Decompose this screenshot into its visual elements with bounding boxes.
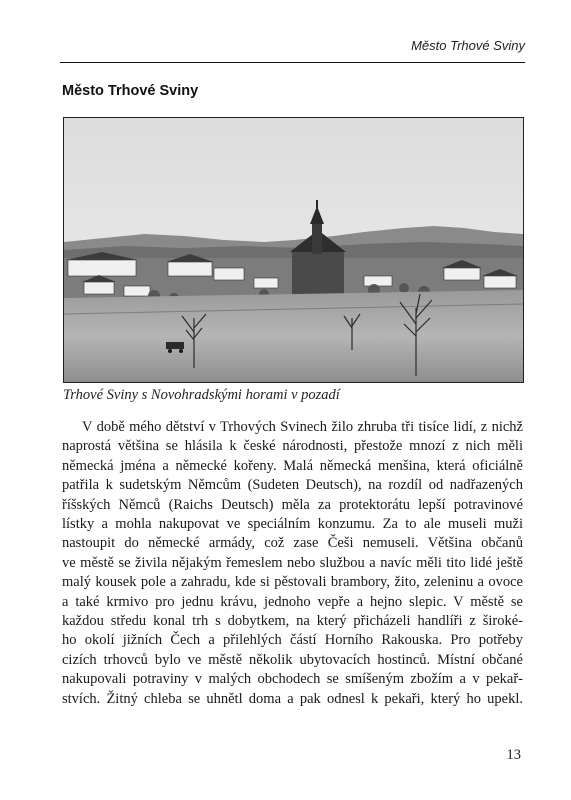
body-line: naprostá většina se hlásila k české národnosti, přestože mnozí z nich měli bbox=[62, 438, 523, 455]
running-head: Město Trhové Sviny bbox=[411, 38, 525, 53]
body-line: malý kousek pole a zahradu, kde si pěstovali brambory, žito, zeleninu a ovoce bbox=[62, 574, 523, 591]
body-line: cizích trhovců bylo ve městě několik ubytovacích hostinců. Místní občané bbox=[62, 651, 523, 668]
body-paragraph bbox=[62, 418, 523, 709]
section-title: Město Trhové Sviny bbox=[62, 83, 199, 99]
body-line: a také krmivo pro jednu krávu, jednoho vepře a hejno slepic. V městě se bbox=[62, 593, 523, 610]
header-rule bbox=[60, 62, 525, 63]
town-landscape-photo bbox=[64, 118, 523, 382]
body-line: každou středu konal trh s dobytkem, na který přicházeli handlíři z široké- bbox=[62, 613, 523, 630]
page-number: 13 bbox=[506, 747, 521, 763]
photo-caption: Trhové Sviny s Novohradskými horami v pozadí bbox=[63, 387, 340, 403]
body-line: německá jména a německé kořeny. Malá německá menšina, která oficiálně bbox=[62, 457, 523, 474]
body-line: ho okolí jižních Čech a přilehlých částí Horního Rakouska. Pro potřeby bbox=[62, 632, 523, 649]
body-line: patřila k sudetským Němcům (Sudeten Deutsch), na rozdíl od nadřazených bbox=[62, 477, 523, 494]
body-line: nakupovali potraviny v malých obchodech se smíšeným zbožím a v pekař- bbox=[62, 671, 523, 688]
town-photo bbox=[63, 117, 524, 383]
body-line: ve městě se živila nějakým řemeslem nebo službou a navíc měli tito lidé ještě bbox=[62, 554, 523, 571]
body-line: nastoupit do německé armády, což zase Češi nemuseli. Většina občanů bbox=[62, 535, 523, 552]
body-line: říšských Němců (Raichs Deutsch) měla za protektorátu lepší potravinové bbox=[62, 496, 523, 513]
body-line: stvích. Žitný chleba se uhnětl doma a pak odnesl k pekaři, který ho upekl. bbox=[62, 690, 523, 707]
body-line: V době mého dětství v Trhových Svinech žilo zhruba tři tisíce lidí, z nichž bbox=[82, 419, 523, 435]
body-line: lístky a mohla nakupovat ve speciálním konzumu. Za to ale museli muži bbox=[62, 516, 523, 533]
